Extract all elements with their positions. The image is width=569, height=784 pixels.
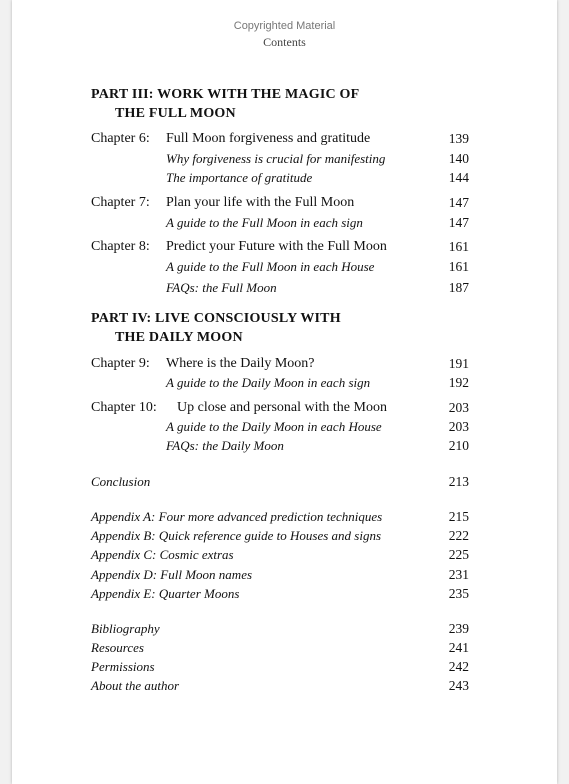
- chapter-title: Predict your Future with the Full Moon: [166, 239, 387, 254]
- page-number: 144: [448, 170, 469, 185]
- chapter-title: Full Moon forgiveness and gratitude: [166, 131, 371, 146]
- section-entry: FAQs: the Full Moon: [166, 280, 277, 295]
- part-heading: PART IV: LIVE CONSCIOUSLY WITH: [91, 311, 341, 326]
- page-number: 203: [448, 419, 469, 434]
- chapter-title: Where is the Daily Moon?: [166, 356, 315, 371]
- page-number: 187: [448, 280, 469, 295]
- page-number: 241: [448, 640, 469, 655]
- appendix-entry: Appendix D: Full Moon names: [91, 567, 253, 582]
- page-number: 225: [448, 547, 469, 562]
- page-number: 243: [448, 678, 469, 693]
- page-number: 210: [448, 438, 469, 453]
- appendix-entry: Appendix A: Four more advanced prediction techniques: [91, 509, 383, 524]
- part-heading: PART III: WORK WITH THE MAGIC OF: [91, 87, 360, 102]
- page-number: 191: [448, 356, 469, 371]
- section-entry: The importance of gratitude: [166, 170, 313, 185]
- chapter-label: Chapter 10:: [91, 400, 157, 415]
- chapter-title: Plan your life with the Full Moon: [166, 195, 355, 210]
- book-page: [12, 0, 557, 784]
- page-number: 139: [448, 131, 469, 146]
- backmatter-entry: Bibliography: [91, 621, 160, 636]
- appendix-entry: Appendix B: Quick reference guide to Houses and signs: [91, 528, 382, 543]
- part-heading-continued: THE DAILY MOON: [115, 330, 243, 345]
- backmatter-entry: About the author: [91, 678, 180, 693]
- page-number: 222: [448, 528, 469, 543]
- page-number: 215: [448, 509, 469, 524]
- section-entry: FAQs: the Daily Moon: [166, 438, 284, 453]
- section-entry: A guide to the Full Moon in each sign: [166, 215, 363, 230]
- page-number: 147: [448, 195, 469, 210]
- copyright-watermark: Copyrighted Material: [233, 20, 336, 32]
- page-number: 203: [448, 400, 469, 415]
- part-heading-continued: THE FULL MOON: [115, 106, 236, 121]
- chapter-label: Chapter 6:: [91, 131, 150, 146]
- chapter-label: Chapter 9:: [91, 356, 150, 371]
- section-entry: A guide to the Daily Moon in each sign: [166, 375, 371, 390]
- backmatter-entry: Permissions: [91, 659, 155, 674]
- chapter-label: Chapter 7:: [91, 195, 150, 210]
- page-number: 213: [448, 474, 469, 489]
- chapter-title: Up close and personal with the Moon: [177, 400, 387, 415]
- page-number: 161: [448, 259, 469, 274]
- page-number: 161: [448, 239, 469, 254]
- appendix-entry: Appendix C: Cosmic extras: [91, 547, 234, 562]
- page-number: 192: [448, 375, 469, 390]
- section-entry: A guide to the Daily Moon in each House: [166, 419, 382, 434]
- page-number: 147: [448, 215, 469, 230]
- backmatter-entry: Resources: [91, 640, 144, 655]
- page-number: 239: [448, 621, 469, 636]
- page-number: 242: [448, 659, 469, 674]
- running-head: Contents: [263, 35, 306, 49]
- page-number: 140: [448, 151, 469, 166]
- page-number: 235: [448, 586, 469, 601]
- section-entry: A guide to the Full Moon in each House: [166, 259, 375, 274]
- section-entry: Why forgiveness is crucial for manifesting: [166, 151, 386, 166]
- chapter-label: Chapter 8:: [91, 239, 150, 254]
- appendix-entry: Appendix E: Quarter Moons: [91, 586, 240, 601]
- page-number: 231: [448, 567, 469, 582]
- conclusion-entry: Conclusion: [91, 474, 151, 489]
